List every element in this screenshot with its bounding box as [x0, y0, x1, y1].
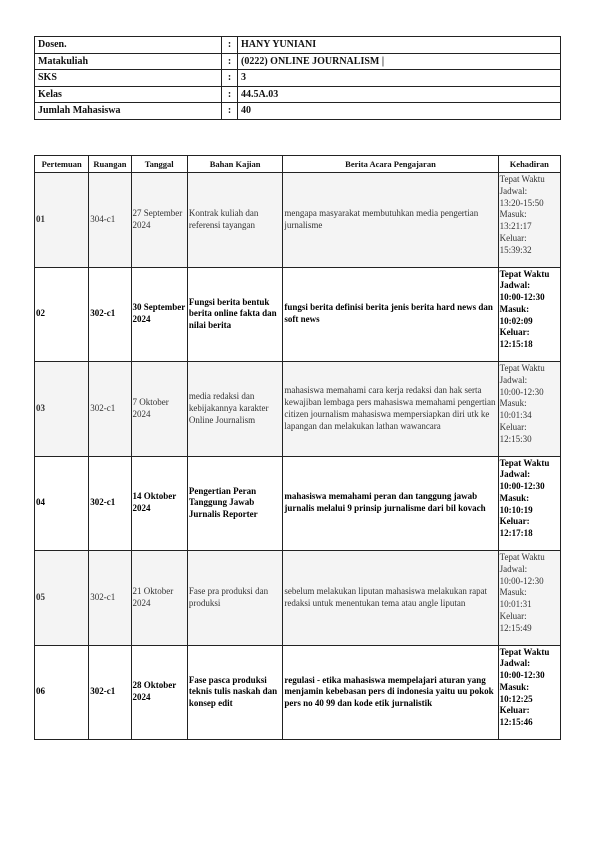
masuk-time: 10:02:09: [499, 315, 533, 326]
cell-tanggal: 28 Oktober 2024: [131, 645, 187, 740]
info-label: Jumlah Mahasiswa: [35, 103, 222, 120]
attendance-status: Tepat Waktu: [499, 457, 550, 468]
cell-pertemuan: 06: [35, 645, 89, 740]
keluar-time: 12:15:30: [499, 433, 532, 444]
masuk-label: Masuk:: [499, 303, 530, 314]
masuk-time: 10:01:31: [499, 599, 532, 610]
cell-tanggal: 30 September 2024: [131, 267, 187, 362]
cell-pertemuan: 03: [35, 362, 89, 457]
jadwal-label: Jadwal:: [499, 658, 531, 669]
teaching-log-table: [34, 155, 561, 740]
cell-kehadiran: [498, 362, 560, 457]
cell-pertemuan: 01: [35, 173, 89, 268]
masuk-label: Masuk:: [499, 398, 527, 409]
info-separator: :: [222, 53, 238, 70]
cell-bahan-kajian: media redaksi dan kebijakannya karakter Online Journalism: [187, 362, 283, 457]
cell-berita-acara: fungsi berita definisi berita jenis berita hard news dan soft news: [283, 267, 498, 362]
info-separator: :: [222, 86, 238, 103]
cell-berita-acara: sebelum melakukan liputan mahasiswa melakukan rapat redaksi untuk menentukan tema atau angle liputan: [283, 551, 498, 646]
header-bahan-kajian: Bahan Kajian: [187, 156, 283, 173]
cell-kehadiran: [498, 551, 560, 646]
cell-kehadiran: [498, 456, 560, 551]
masuk-time: 13:21:17: [499, 221, 532, 232]
attendance-status: Tepat Waktu: [499, 363, 545, 373]
cell-ruangan: 302-c1: [89, 645, 131, 740]
cell-pertemuan: 02: [35, 267, 89, 362]
cell-bahan-kajian: Fungsi berita bentuk berita online fakta dan nilai berita: [187, 267, 283, 362]
keluar-label: Keluar:: [499, 516, 530, 527]
jadwal-label: Jadwal:: [499, 280, 531, 291]
jadwal-time: 10:00-12:30: [499, 670, 545, 681]
info-row-dosen: [35, 37, 561, 54]
cell-bahan-kajian: Pengertian Peran Tanggung Jawab Jurnalis Reporter: [187, 456, 283, 551]
cell-tanggal: 7 Oktober 2024: [131, 362, 187, 457]
info-row-kelas: [35, 86, 561, 103]
cell-ruangan: 302-c1: [89, 267, 131, 362]
header-pertemuan: Pertemuan: [35, 156, 89, 173]
info-separator: :: [222, 70, 238, 87]
header-tanggal: Tanggal: [131, 156, 187, 173]
table-row: [35, 362, 561, 457]
keluar-label: Keluar:: [499, 705, 530, 716]
masuk-time: 10:12:25: [499, 693, 533, 704]
keluar-time: 12:15:18: [499, 339, 533, 350]
attendance-status: Tepat Waktu: [499, 646, 550, 657]
keluar-time: 12:17:18: [499, 528, 533, 539]
keluar-time: 12:15:49: [499, 622, 532, 633]
keluar-label: Keluar:: [499, 421, 527, 432]
masuk-time: 10:10:19: [499, 504, 533, 515]
masuk-label: Masuk:: [499, 681, 530, 692]
cell-berita-acara: mahasiswa memahami cara kerja redaksi dan hak serta kewajiban lembaga pers mahasiswa memahami pengertian citizen journalism mahasiswa mempersiapkan diri utk ke lapangan dan melakukan lathan wawancara: [283, 362, 498, 457]
cell-ruangan: 304-c1: [89, 173, 131, 268]
cell-kehadiran: [498, 173, 560, 268]
cell-kehadiran: [498, 645, 560, 740]
info-label: Kelas: [35, 86, 222, 103]
jadwal-label: Jadwal:: [499, 469, 531, 480]
keluar-label: Keluar:: [499, 610, 527, 621]
cell-berita-acara: mahasiswa memahami peran dan tanggung jawab jurnalis melalui 9 prinsip jurnalisme dari bil kovach: [283, 456, 498, 551]
keluar-time: 15:39:32: [499, 244, 532, 255]
cell-pertemuan: 05: [35, 551, 89, 646]
header-kehadiran: Kehadiran: [498, 156, 560, 173]
info-value: 44.5A.03: [238, 86, 561, 103]
jadwal-label: Jadwal:: [499, 185, 528, 196]
info-separator: :: [222, 103, 238, 120]
info-label: Dosen.: [35, 37, 222, 54]
masuk-label: Masuk:: [499, 492, 530, 503]
header-berita-acara: Berita Acara Pengajaran: [283, 156, 498, 173]
table-row: [35, 456, 561, 551]
cell-ruangan: 302-c1: [89, 362, 131, 457]
cell-bahan-kajian: Kontrak kuliah dan referensi tayangan: [187, 173, 283, 268]
cell-bahan-kajian: Fase pra produksi dan produksi: [187, 551, 283, 646]
cell-berita-acara: regulasi - etika mahasiswa mempelajari aturan yang menjamin kebebasan pers di indonesia yaitu uu pokok pers no 40 99 dan kode etik jurnalistik: [283, 645, 498, 740]
info-value: 3: [238, 70, 561, 87]
info-label: Matakuliah: [35, 53, 222, 70]
info-value: 40: [238, 103, 561, 120]
cell-pertemuan: 04: [35, 456, 89, 551]
table-row: [35, 551, 561, 646]
cell-bahan-kajian: Fase pasca produksi teknis tulis naskah dan konsep edit: [187, 645, 283, 740]
info-label: SKS: [35, 70, 222, 87]
header-ruangan: Ruangan: [89, 156, 131, 173]
keluar-time: 12:15:46: [499, 717, 533, 728]
masuk-label: Masuk:: [499, 587, 527, 598]
info-row-sks: [35, 70, 561, 87]
keluar-label: Keluar:: [499, 327, 530, 338]
cell-tanggal: 21 Oktober 2024: [131, 551, 187, 646]
table-row: [35, 173, 561, 268]
attendance-status: Tepat Waktu: [499, 174, 545, 184]
cell-tanggal: 27 September 2024: [131, 173, 187, 268]
attendance-status: Tepat Waktu: [499, 552, 545, 562]
jadwal-time: 10:00-12:30: [499, 575, 544, 586]
info-value: (0222) ONLINE JOURNALISM |: [238, 53, 561, 70]
info-row-jumlah-mahasiswa: [35, 103, 561, 120]
info-separator: :: [222, 37, 238, 54]
info-value: HANY YUNIANI: [238, 37, 561, 54]
jadwal-time: 10:00-12:30: [499, 481, 545, 492]
masuk-time: 10:01:34: [499, 410, 532, 421]
masuk-label: Masuk:: [499, 209, 527, 220]
cell-berita-acara: mengapa masyarakat membutuhkan media pengertian jurnalisme: [283, 173, 498, 268]
jadwal-label: Jadwal:: [499, 563, 528, 574]
attendance-status: Tepat Waktu: [499, 268, 550, 279]
cell-kehadiran: [498, 267, 560, 362]
cell-ruangan: 302-c1: [89, 551, 131, 646]
info-row-matakuliah: [35, 53, 561, 70]
jadwal-time: 13:20-15:50: [499, 197, 544, 208]
jadwal-time: 10:00-12:30: [499, 292, 545, 303]
cell-tanggal: 14 Oktober 2024: [131, 456, 187, 551]
table-row: [35, 267, 561, 362]
course-info-table: [34, 36, 561, 120]
jadwal-label: Jadwal:: [499, 374, 528, 385]
jadwal-time: 10:00-12:30: [499, 386, 544, 397]
cell-ruangan: 302-c1: [89, 456, 131, 551]
keluar-label: Keluar:: [499, 232, 527, 243]
table-header-row: [35, 156, 561, 173]
table-row: [35, 645, 561, 740]
